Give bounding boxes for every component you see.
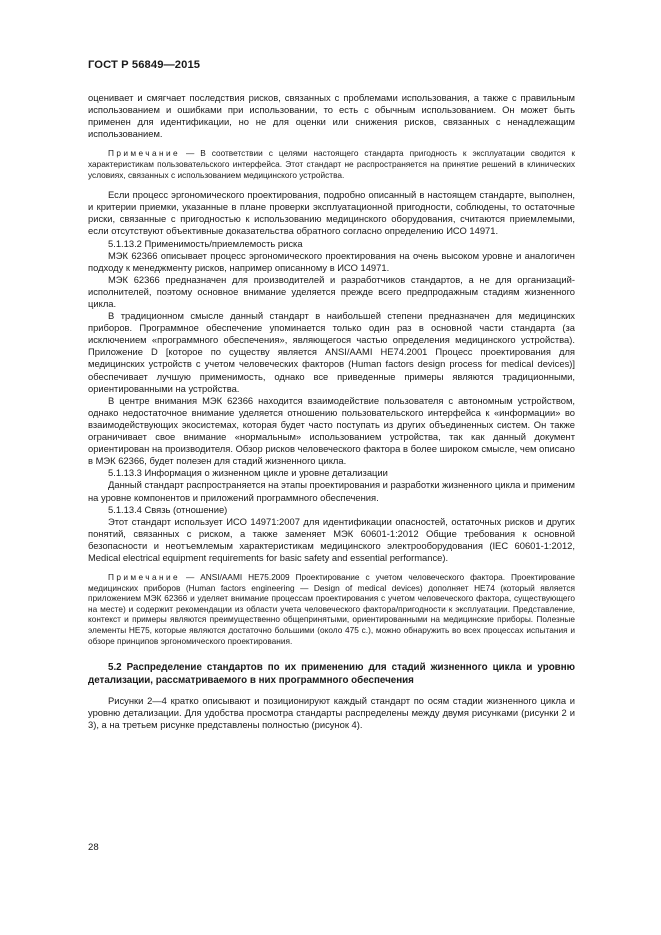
document-body [88, 92, 575, 731]
paragraph-traditional-sense: В традиционном смысле данный стандарт в наибольшей степени предназначен для медицинских приборов. Программное обеспечение упоминается только один раз в основной части стандарта (за исключением «программного обеспечения», являющегося частью определения медицинского устройства). Приложение D [которое по существу является ANSI/AAMI HE74.2001 Процесс проектирования для медицинских устройств с учетом человеческих факторов (Human factors design process for medical devices)] обеспечивает лучшую применимость, однако все приведенные примеры являются традиционными, ориентированными на устройства. [88, 310, 575, 394]
paragraph-lifecycle-scope: Данный стандарт распространяется на этапы проектирования и разработки жизненного цикла и применим на уровне компонентов и приложений программного обеспечения. [88, 479, 575, 503]
note-1-label: Примечание [108, 148, 181, 159]
paragraph-iec-62366-audience: МЭК 62366 предназначен для производителей и разработчиков стандартов, а не для организаций-исполнителей, поэтому основное внимание уделяется прежде всего предпродажным стадиям жизненного цикла. [88, 273, 575, 309]
note-2-label: Примечание [108, 572, 181, 583]
standard-header: ГОСТ Р 56849—2015 [88, 59, 201, 71]
note-2-text: — ANSI/AAMI HE75.2009 Проектирование с учетом человеческого фактора. Проектирование медицинских приборов (Human factors engineering — Design of medical devices) дополняет HE74 (который является приложением МЭК 62366 и уделяет внимание процессам проектирования с учетом человеческого фактора, существующего на месте) и содержит рекомендации из области учета человеческого фактора/пригодности к эксплуатации. Представление, контекст и примеры являются преимущественно общепринятыми, ориентированными на медицинские приборы. Полезные элементы HE75, которые являются достаточно большими (около 475 с.), можно обнаружить во всех процессах испытания и обзоре принципов эргономического проектирования. [88, 572, 575, 646]
page-number: 28 [88, 842, 99, 853]
note-1-text: — В соответствии с целями настоящего стандарта пригодность к эксплуатации сводится к характеристикам пользовательского интерфейса. Этот стандарт не распространяется на принятие решений в клинических условиях, связанных с использованием медицинского устройства. [88, 148, 575, 180]
paragraph-continuation: оценивает и смягчает последствия рисков, связанных с проблемами использования, а также с правильным использованием и ошибками при использовании, то есть с обычным использованием. Он может быть применен для идентификации, но не для оценки или снижения рисков, связанных с ненадлежащим использованием. [88, 92, 575, 140]
section-5-2-heading: 5.2 Распределение стандартов по их применению для стадий жизненного цикла и уровню детализации, рассматриваемого в них программного обеспечения [88, 662, 575, 686]
paragraph-iec-62366-process: МЭК 62366 описывает процесс эргономического проектирования на очень высоком уровне и аналогичен подходу к менеджменту рисков, например описанному в ИСО 14971. [88, 249, 575, 273]
note-1 [88, 148, 575, 180]
section-5-1-13-3-heading: 5.1.13.3 Информация о жизненном цикле и уровне детализации [108, 467, 388, 479]
paragraph-relationship: Этот стандарт использует ИСО 14971:2007 для идентификации опасностей, остаточных рисков и других понятий, связанных с риском, а также заменяет МЭК 60601-1:2012 Общие требования к основной безопасности и неотъемлемым характеристикам медицинского электрооборудования (IEC 60601-1:2012, Medical electrical equipment requirements for basic safety and essential performance). [88, 515, 575, 563]
paragraph-ergonomic-process: Если процесс эргономического проектирования, подробно описанный в настоящем стандарте, выполнен, и критерии приемки, указанные в плане проверки эксплуатационной пригодности, соблюдены, то остаточные риски, связанные с пригодностью к использованию медицинского оборудования, считаются приемлемыми, если отсутствуют объективные доказательства обратного согласно определению ИСО 14971. [88, 189, 575, 237]
paragraph-focus-interaction: В центре внимания МЭК 62366 находится взаимодействие пользователя с автономным устройством, однако недостаточное внимание уделяется отношению пользовательского интерфейса к «информации» во взаимодействующих экосистемах, которая будет часто поступать из других объединенных систем. Он также ограничивает свое внимание «нормальным» использованием устройства, так как данный документ ориентирован на производителя. Обзор рисков человеческого фактора в более широком смысле, чем описано в МЭК 62366, будет полезен для стадий жизненного цикла. [88, 394, 575, 467]
section-5-1-13-2-heading: 5.1.13.2 Применимость/приемлемость риска [108, 237, 303, 249]
section-5-1-13-4-heading: 5.1.13.4 Связь (отношение) [108, 503, 228, 515]
note-2 [88, 572, 575, 646]
paragraph-figures-description: Рисунки 2—4 кратко описывают и позиционируют каждый стандарт по осям стадии жизненного цикла и уровню детализации. Для удобства просмотра стандарты распределены между двумя рисунками (рисунки 2 и 3), а на третьем рисунке представлены полностью (рисунок 4). [88, 695, 575, 731]
